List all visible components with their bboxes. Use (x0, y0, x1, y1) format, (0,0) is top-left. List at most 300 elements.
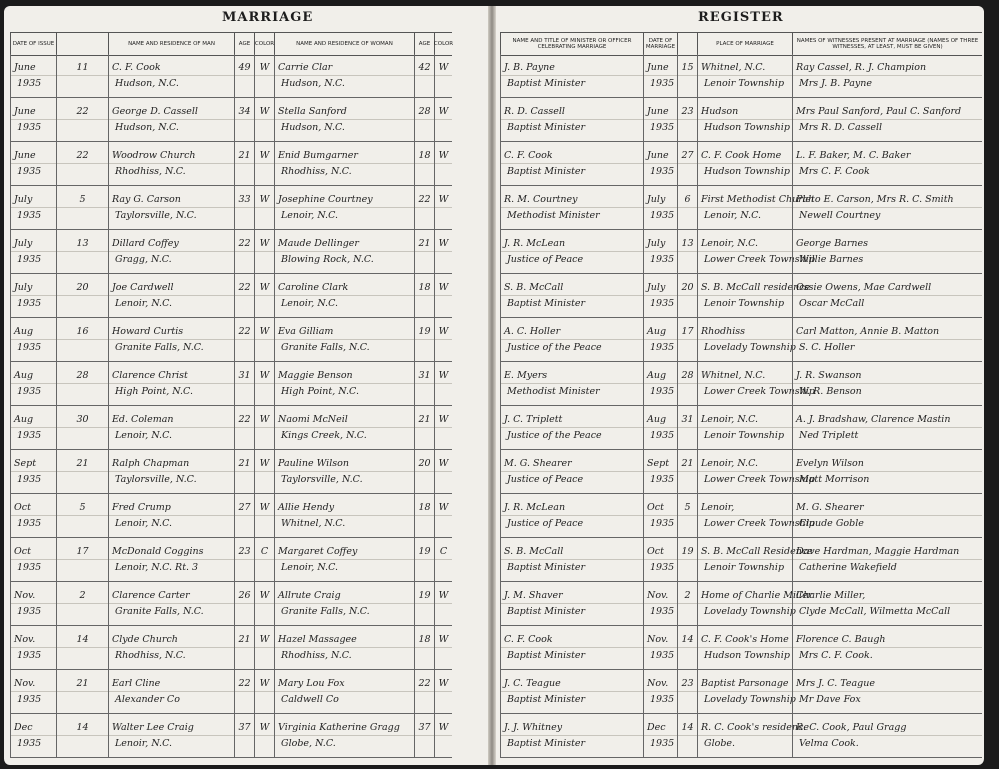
man-name-line1: Clyde Church (112, 634, 178, 645)
row-rule (435, 603, 452, 604)
witnesses-line2: Newell Courtney (799, 210, 881, 221)
man-color-line1: W (259, 282, 270, 293)
right-minister-cell (500, 54, 643, 97)
man-color-line1: W (259, 414, 270, 425)
man-name-line2: Lenoir, N.C. Rt. 3 (115, 562, 199, 573)
right-record-row (500, 582, 982, 626)
row-rule (109, 471, 234, 472)
marriage-place-line1: Whitnel, N.C. (701, 62, 766, 73)
right-witnesses-cell (792, 362, 982, 405)
witnesses-line1: L. F. Baker, M. C. Baker (796, 150, 911, 161)
row-rule (678, 471, 697, 472)
row-rule (109, 647, 234, 648)
date-issue-line2: 1935 (17, 430, 42, 441)
row-rule (678, 647, 697, 648)
man-color-line1: W (259, 106, 270, 117)
woman-age-line1: 31 (418, 370, 431, 381)
left-man-name-cell (108, 54, 234, 97)
left-date-issue-cell (10, 494, 56, 537)
date-issue-line2: 1935 (17, 298, 42, 309)
minister-line2: Justice of the Peace (507, 342, 602, 353)
left-woman-name-cell (274, 450, 414, 493)
right-witnesses-cell (792, 98, 982, 141)
marriage-date-line2: 1935 (650, 694, 675, 705)
marriage-place-line1: Lenoir, (701, 502, 735, 513)
man-name-line1: Clarence Christ (112, 370, 188, 381)
row-rule (235, 691, 254, 692)
row-rule (501, 691, 643, 692)
left-man-name-cell (108, 714, 234, 757)
marriage-date-line1: Aug (647, 414, 667, 425)
day-issue-line1: 13 (76, 238, 89, 249)
right-marriage-place-cell (697, 626, 792, 669)
right-minister-cell (500, 362, 643, 405)
left-man-age-cell (234, 494, 254, 537)
woman-name-line1: Virginia Katherine Gragg (278, 722, 400, 733)
row-rule (57, 251, 108, 252)
right-marriage-date-cell (643, 274, 677, 317)
marriage-place-line1: C. F. Cook's Home (701, 634, 789, 645)
row-rule (501, 295, 643, 296)
marriage-date-line1: Oct (647, 502, 664, 513)
right-minister-cell (500, 98, 643, 141)
row-rule (698, 75, 792, 76)
right-witnesses-cell (792, 582, 982, 625)
marriage-day-line1: 5 (684, 502, 691, 513)
row-rule (415, 647, 434, 648)
left-woman-age-cell (414, 626, 434, 669)
marriage-day-line1: 31 (681, 414, 694, 425)
minister-line2: Baptist Minister (507, 694, 586, 705)
row-rule (11, 163, 56, 164)
right-record-row (500, 494, 982, 538)
date-issue-line1: Nov. (14, 678, 36, 689)
man-color-line1: W (259, 326, 270, 337)
left-header-cell (56, 33, 108, 55)
marriage-date-line2: 1935 (650, 518, 675, 529)
witnesses-line1: Pleto E. Carson, Mrs R. C. Smith (796, 194, 954, 205)
man-name-line1: George D. Cassell (112, 106, 198, 117)
right-marriage-place-cell (697, 494, 815, 537)
man-name-line2: Hudson, N.C. (115, 78, 179, 89)
left-record-row (10, 318, 452, 362)
left-woman-color-cell (434, 450, 452, 493)
right-witnesses-cell (792, 406, 982, 449)
day-issue-line1: 30 (76, 414, 89, 425)
marriage-day-line1: 19 (681, 546, 694, 557)
left-man-name-cell (108, 538, 234, 581)
row-rule (415, 251, 434, 252)
row-rule (501, 559, 643, 560)
left-date-issue-cell (10, 142, 56, 185)
marriage-day-line1: 15 (681, 62, 694, 73)
right-record-row (500, 98, 982, 142)
left-man-name-cell (108, 494, 234, 537)
right-minister-cell (500, 142, 643, 185)
left-woman-color-cell (434, 274, 452, 317)
man-age-line1: 22 (238, 238, 251, 249)
right-marriage-date-cell (643, 98, 677, 141)
man-name-line2: Taylorsville, N.C. (115, 210, 197, 221)
man-age-line1: 21 (238, 634, 251, 645)
row-rule (644, 427, 677, 428)
marriage-day-line1: 14 (681, 722, 694, 733)
date-issue-line1: Aug (14, 370, 34, 381)
row-rule (415, 339, 434, 340)
row-rule (235, 647, 254, 648)
row-rule (435, 559, 452, 560)
marriage-day-line1: 21 (681, 458, 694, 469)
witnesses-line2: W. R. Benson (799, 386, 862, 397)
row-rule (275, 735, 414, 736)
right-witnesses-cell (792, 318, 982, 361)
witnesses-line1: Ossie Owens, Mae Cardwell (796, 282, 932, 293)
marriage-day-line1: 6 (684, 194, 691, 205)
row-rule (57, 735, 108, 736)
day-issue-line1: 11 (76, 62, 89, 73)
date-issue-line1: July (14, 238, 33, 249)
date-issue-line2: 1935 (17, 122, 42, 133)
left-day-issue-cell (56, 98, 108, 141)
woman-color-line1: W (438, 634, 449, 645)
day-issue-line1: 5 (79, 502, 86, 513)
row-rule (11, 427, 56, 428)
date-issue-line1: June (14, 62, 36, 73)
left-man-age-cell (234, 714, 254, 757)
date-issue-line1: Nov. (14, 634, 36, 645)
marriage-place-line1: Lenoir, N.C. (701, 238, 759, 249)
left-man-age-cell (234, 670, 254, 713)
date-issue-line1: Oct (14, 502, 31, 513)
woman-name-line1: Naomi McNeil (278, 414, 348, 425)
left-man-name-cell (108, 98, 234, 141)
man-name-line1: Woodrow Church (112, 150, 196, 161)
right-header-cell (677, 33, 697, 55)
man-color-line1: W (259, 238, 270, 249)
right-marriage-place-cell (697, 186, 815, 229)
day-issue-line1: 17 (76, 546, 89, 557)
left-date-issue-cell (10, 362, 56, 405)
left-woman-name-cell (274, 318, 414, 361)
man-age-line1: 33 (238, 194, 251, 205)
man-name-line1: McDonald Coggins (112, 546, 204, 557)
minister-line1: M. G. Shearer (504, 458, 572, 469)
right-record-row (500, 362, 982, 406)
row-rule (678, 119, 697, 120)
man-color-line1: W (259, 502, 270, 513)
row-rule (501, 427, 643, 428)
marriage-place-line2: Lovelady Township (704, 694, 796, 705)
witnesses-line2: Oscar McCall (799, 298, 865, 309)
right-record-row (500, 230, 982, 274)
row-rule (435, 75, 452, 76)
row-rule (644, 647, 677, 648)
right-marriage-date-cell (643, 186, 677, 229)
witnesses-line2: Matt Morrison (799, 474, 870, 485)
row-rule (678, 75, 697, 76)
minister-line1: J. C. Triplett (504, 414, 563, 425)
right-marriage-place-cell (697, 318, 796, 361)
row-rule (109, 163, 234, 164)
date-issue-line2: 1935 (17, 386, 42, 397)
man-age-line1: 22 (238, 678, 251, 689)
right-header-cell: DATE OF MARRIAGE (643, 33, 677, 55)
row-rule (109, 119, 234, 120)
left-woman-age-cell (414, 362, 434, 405)
woman-name-line2: High Point, N.C. (281, 386, 359, 397)
right-header-cell: NAMES OF WITNESSES PRESENT AT MARRIAGE (NAMES OF THREE WITNESSES, AT LEAST, MUST BE GIVEN) (792, 33, 982, 55)
left-man-age-cell (234, 626, 254, 669)
marriage-place-line1: First Methodist Church (701, 194, 815, 205)
marriage-place-line2: Lenoir Township (704, 78, 785, 89)
row-rule (235, 75, 254, 76)
left-woman-color-cell (434, 406, 452, 449)
man-name-line2: Lenoir, N.C. (115, 518, 173, 529)
right-header-cell: NAME AND TITLE OF MINISTER OR OFFICER CELEBRATING MARRIAGE (500, 33, 643, 55)
row-rule (435, 295, 452, 296)
row-rule (109, 207, 234, 208)
marriage-date-line2: 1935 (650, 166, 675, 177)
marriage-day-line1: 2 (684, 590, 691, 601)
row-rule (644, 295, 677, 296)
right-marriage-place-cell (697, 230, 815, 273)
right-minister-cell (500, 318, 643, 361)
marriage-place-line1: Hudson (701, 106, 739, 117)
day-issue-line1: 28 (76, 370, 89, 381)
left-day-issue-cell (56, 142, 108, 185)
row-rule (109, 295, 234, 296)
witnesses-line1: Carl Matton, Annie B. Matton (796, 326, 940, 337)
woman-color-line1: W (438, 414, 449, 425)
row-rule (235, 163, 254, 164)
right-marriage-place-cell (697, 142, 792, 185)
man-age-line1: 21 (238, 150, 251, 161)
woman-name-line2: Lenoir, N.C. (281, 210, 339, 221)
man-age-line1: 22 (238, 414, 251, 425)
row-rule (793, 427, 982, 428)
right-record-row (500, 714, 982, 758)
right-witnesses-cell (792, 626, 982, 669)
woman-color-line1: W (438, 194, 449, 205)
left-woman-age-cell (414, 142, 434, 185)
man-color-line1: C (260, 546, 269, 557)
marriage-day-line1: 28 (681, 370, 694, 381)
woman-name-line1: Eva Gilliam (278, 326, 334, 337)
row-rule (678, 163, 697, 164)
row-rule (698, 471, 792, 472)
left-woman-color-cell (434, 714, 452, 757)
woman-age-line1: 21 (418, 414, 431, 425)
left-record-row (10, 670, 452, 714)
man-name-line2: Rhodhiss, N.C. (115, 650, 186, 661)
row-rule (11, 735, 56, 736)
right-record-row (500, 186, 982, 230)
left-day-issue-cell (56, 494, 108, 537)
row-rule (11, 603, 56, 604)
left-woman-age-cell (414, 538, 434, 581)
left-woman-color-cell (434, 54, 452, 97)
row-rule (109, 603, 234, 604)
right-marriage-day-cell (677, 318, 697, 361)
left-header-cell: NAME AND RESIDENCE OF MAN (108, 33, 234, 55)
woman-color-line1: W (438, 326, 449, 337)
row-rule (793, 119, 982, 120)
right-witnesses-cell (792, 142, 982, 185)
left-man-color-cell (254, 406, 274, 449)
woman-color-line1: W (438, 458, 449, 469)
row-rule (275, 471, 414, 472)
minister-line1: C. F. Cook (504, 150, 553, 161)
row-rule (57, 471, 108, 472)
book-spine (488, 6, 496, 765)
man-name-line2: Lenoir, N.C. (115, 430, 173, 441)
row-rule (793, 75, 982, 76)
row-rule (275, 515, 414, 516)
date-issue-line1: Aug (14, 326, 34, 337)
row-rule (109, 339, 234, 340)
right-record-row (500, 274, 982, 318)
row-rule (415, 427, 434, 428)
row-rule (235, 559, 254, 560)
marriage-date-line1: Nov. (647, 678, 669, 689)
row-rule (235, 295, 254, 296)
row-rule (644, 251, 677, 252)
woman-color-line1: W (438, 502, 449, 513)
woman-name-line2: Kings Creek, N.C. (281, 430, 367, 441)
date-issue-line1: Dec (14, 722, 33, 733)
left-woman-age-cell (414, 582, 434, 625)
marriage-place-line1: Home of Charlie Miller (701, 590, 813, 601)
left-man-name-cell (108, 186, 234, 229)
woman-name-line2: Granite Falls, N.C. (281, 342, 370, 353)
row-rule (698, 251, 792, 252)
row-rule (57, 691, 108, 692)
witnesses-line1: A. J. Bradshaw, Clarence Mastin (796, 414, 951, 425)
left-record-row (10, 406, 452, 450)
woman-name-line1: Pauline Wilson (278, 458, 349, 469)
right-marriage-place-cell (697, 362, 815, 405)
man-age-line1: 49 (238, 62, 251, 73)
row-rule (678, 691, 697, 692)
witnesses-line1: Florence C. Baugh (796, 634, 886, 645)
row-rule (415, 603, 434, 604)
witnesses-line2: Clyde McCall, Wilmetta McCall (799, 606, 951, 617)
witnesses-line2: Willie Barnes (799, 254, 864, 265)
row-rule (435, 339, 452, 340)
left-date-issue-cell (10, 670, 56, 713)
left-woman-name-cell (274, 406, 414, 449)
row-rule (11, 471, 56, 472)
right-marriage-place-cell (697, 98, 792, 141)
woman-age-line1: 19 (418, 546, 431, 557)
right-marriage-place-cell (697, 714, 809, 757)
left-record-row (10, 98, 452, 142)
day-issue-line1: 5 (79, 194, 86, 205)
right-marriage-date-cell (643, 318, 677, 361)
right-record-row (500, 450, 982, 494)
row-rule (644, 471, 677, 472)
row-rule (435, 515, 452, 516)
marriage-date-line2: 1935 (650, 78, 675, 89)
marriage-place-line1: S. B. McCall residence (701, 282, 811, 293)
woman-name-line2: Hudson, N.C. (281, 78, 345, 89)
witnesses-line1: Evelyn Wilson (796, 458, 864, 469)
minister-line2: Justice of Peace (507, 518, 584, 529)
left-man-age-cell (234, 54, 254, 97)
minister-line1: J. R. McLean (504, 238, 566, 249)
row-rule (698, 295, 792, 296)
man-color-line1: W (259, 194, 270, 205)
row-rule (501, 515, 643, 516)
left-man-name-cell (108, 274, 234, 317)
woman-color-line1: W (438, 150, 449, 161)
right-marriage-date-cell (643, 494, 677, 537)
marriage-date-line1: Oct (647, 546, 664, 557)
row-rule (435, 163, 452, 164)
right-marriage-day-cell (677, 450, 697, 493)
left-man-age-cell (234, 406, 254, 449)
row-rule (275, 251, 414, 252)
minister-line1: J. R. McLean (504, 502, 566, 513)
row-rule (109, 251, 234, 252)
man-age-line1: 37 (238, 722, 251, 733)
woman-name-line1: Maggie Benson (278, 370, 353, 381)
row-rule (255, 559, 274, 560)
right-page-title: REGISTER (698, 10, 784, 25)
left-man-color-cell (254, 538, 274, 581)
row-rule (793, 515, 982, 516)
witnesses-line2: Ned Triplett (799, 430, 859, 441)
man-color-line1: W (259, 150, 270, 161)
left-date-issue-cell (10, 626, 56, 669)
marriage-date-line2: 1935 (650, 122, 675, 133)
date-issue-line2: 1935 (17, 166, 42, 177)
row-rule (275, 119, 414, 120)
man-age-line1: 31 (238, 370, 251, 381)
row-rule (255, 163, 274, 164)
left-woman-age-cell (414, 274, 434, 317)
left-day-issue-cell (56, 538, 108, 581)
right-witnesses-cell (792, 714, 982, 757)
row-rule (255, 603, 274, 604)
marriage-place-line1: Lenoir, N.C. (701, 414, 759, 425)
row-rule (793, 735, 982, 736)
row-rule (698, 427, 792, 428)
marriage-date-line2: 1935 (650, 342, 675, 353)
marriage-date-line2: 1935 (650, 606, 675, 617)
row-rule (255, 251, 274, 252)
left-woman-name-cell (274, 54, 414, 97)
row-rule (11, 559, 56, 560)
row-rule (57, 295, 108, 296)
man-name-line2: Hudson, N.C. (115, 122, 179, 133)
row-rule (415, 559, 434, 560)
man-color-line1: W (259, 634, 270, 645)
row-rule (644, 119, 677, 120)
marriage-date-line1: June (647, 150, 669, 161)
left-woman-name-cell (274, 362, 414, 405)
left-woman-color-cell (434, 230, 452, 273)
minister-line2: Baptist Minister (507, 606, 586, 617)
right-record-row (500, 538, 982, 582)
marriage-place-line2: Lower Creek Township (704, 474, 815, 485)
row-rule (109, 75, 234, 76)
date-issue-line2: 1935 (17, 562, 42, 573)
row-rule (678, 207, 697, 208)
woman-age-line1: 18 (418, 634, 431, 645)
right-marriage-day-cell (677, 186, 697, 229)
day-issue-line1: 14 (76, 722, 89, 733)
